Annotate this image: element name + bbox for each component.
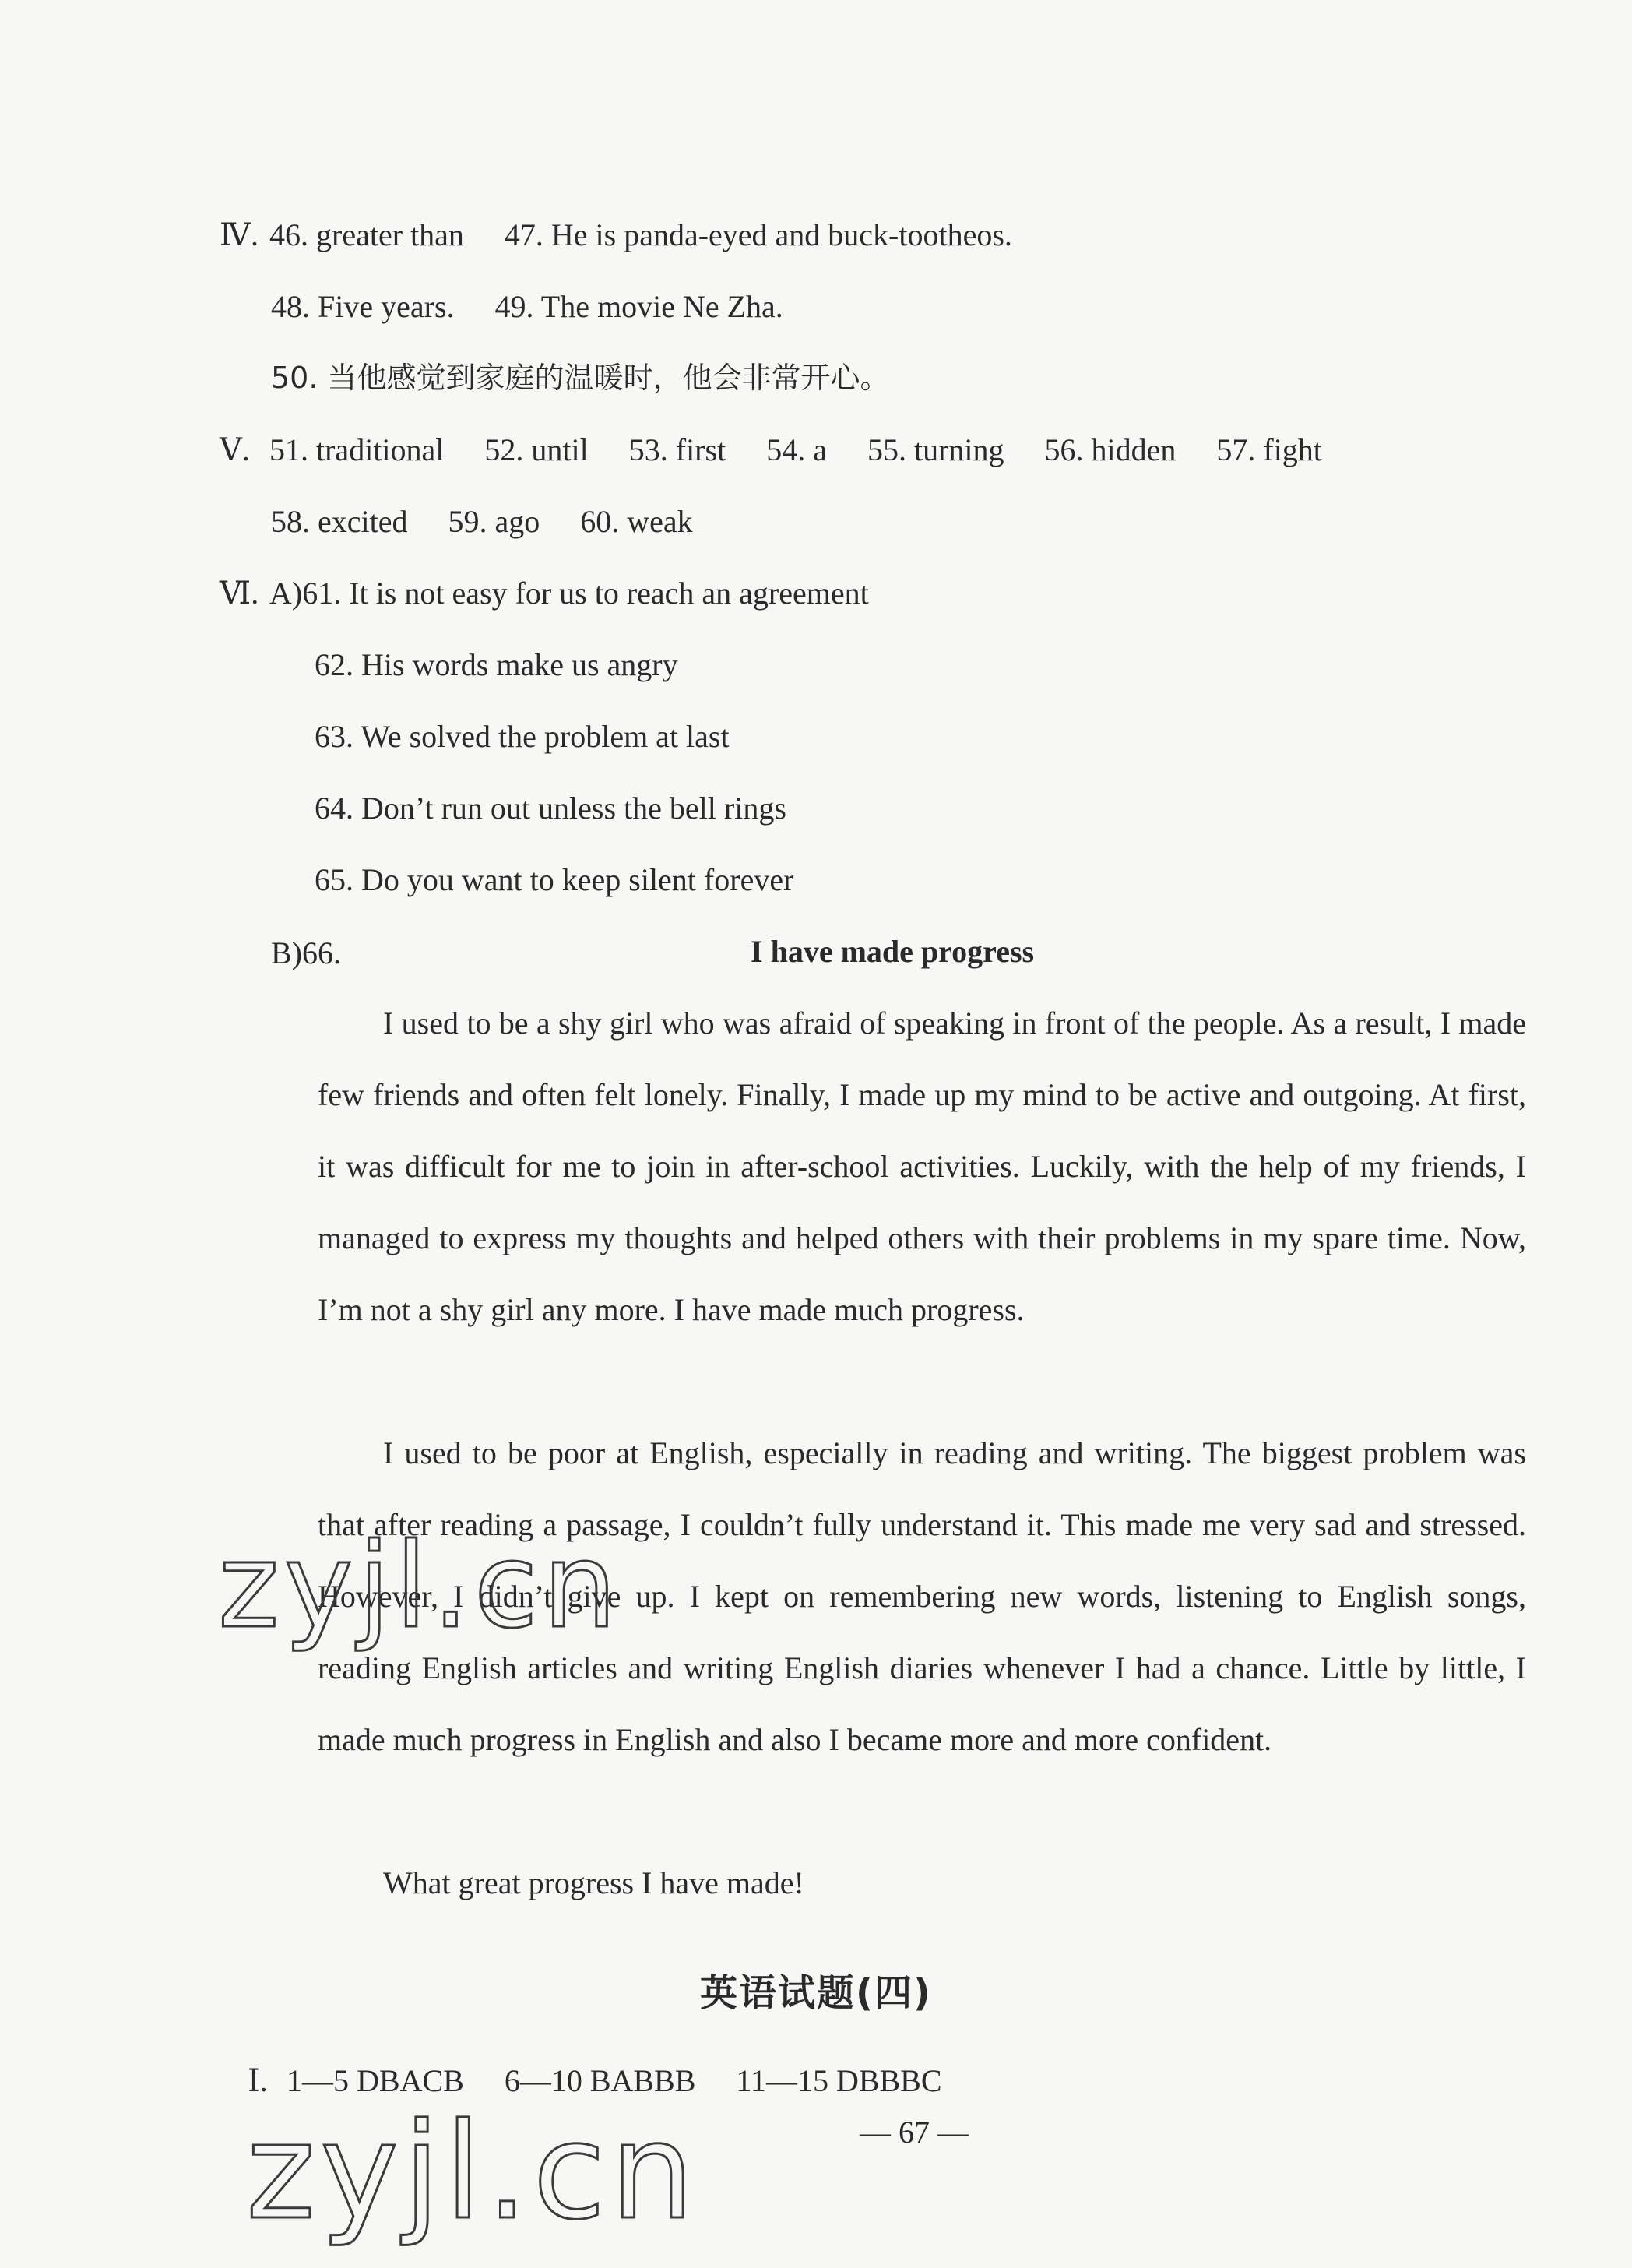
answer-50: 50. 当他感觉到家庭的温暖时，他会非常开心。 (271, 361, 890, 395)
answer-62: 62. His words make us angry (315, 647, 678, 682)
answer-46: 46. greater than (269, 217, 464, 252)
answer-line-46-47 (220, 217, 1012, 252)
answer-line-61 (220, 578, 869, 609)
answer-53: 53. first (628, 432, 726, 467)
answer-65: 65. Do you want to keep silent forever (315, 862, 794, 897)
part-b-label: B)66. (271, 935, 341, 970)
section-i-label: Ⅰ. (248, 2063, 268, 2098)
watermark-text: zyjl.cn (246, 2095, 699, 2249)
page-number: — 67 — (860, 2115, 969, 2150)
essay-paragraph-3: What great progress I have made! (383, 1865, 804, 1900)
answer-57: 57. fight (1216, 432, 1322, 467)
answer-line-51-57 (220, 432, 1322, 467)
part-a-label: A) (269, 576, 303, 611)
answer-59: 59. ago (448, 504, 540, 539)
answers-1-5: 1—5 DBACB (287, 2063, 464, 2098)
answer-55: 55. turning (867, 432, 1004, 467)
answer-47: 47. He is panda-eyed and buck-tootheos. (504, 217, 1012, 252)
essay-paragraph-1: I used to be a shy girl who was afraid of speaking in front of the people. As a result, I made few friends and often felt lonely. Finally, I made up my mind to be active and outgoing. At first, it was difficult for me to join in after-school activities. Luckily, with the help of my friends, I managed to express my thoughts and helped others with their problems in my spare time. Now, I’m not a shy girl any more. I have made much progress. (318, 1005, 1526, 1327)
section-heading: 英语试题(四) (700, 1971, 932, 2015)
answer-64: 64. Don’t run out unless the bell rings (315, 791, 786, 826)
answer-line-48-49 (271, 291, 783, 322)
essay-title: I have made progress (751, 934, 1035, 969)
watermark-text: zyjl.cn (218, 1519, 622, 1654)
answer-49: 49. The movie Ne Zha. (494, 289, 783, 324)
answer-58: 58. excited (271, 504, 408, 539)
answer-60: 60. weak (580, 504, 693, 539)
section-v-label: Ⅴ. (220, 432, 250, 467)
answer-line-1-15 (248, 2063, 942, 2098)
answer-48: 48. Five years. (271, 289, 455, 324)
answer-line-58-60 (271, 506, 693, 537)
answer-54: 54. a (766, 432, 827, 467)
essay-paragraph-2: I used to be poor at English, especially in reading and writing. The biggest problem was that after reading a passage, I couldn’t fully understand it. This made me very sad and stressed. However, I didn’t give up. I kept on remembering new words, listening to English songs, reading English articles and writing English diaries whenever I had a chance. Little by little, I made much progress in English and also I became more and more confident. (318, 1435, 1526, 1757)
answers-11-15: 11—15 DBBBC (736, 2063, 942, 2098)
answers-6-10: 6—10 BABBB (504, 2063, 696, 2098)
answer-52: 52. until (484, 432, 589, 467)
answer-51: 51. traditional (269, 432, 445, 467)
section-vi-label: Ⅵ. (220, 576, 259, 611)
section-iv-label: Ⅳ. (220, 217, 259, 252)
answer-63: 63. We solved the problem at last (315, 719, 730, 754)
answer-56: 56. hidden (1044, 432, 1177, 467)
answer-61: 61. It is not easy for us to reach an agreement (302, 576, 869, 611)
